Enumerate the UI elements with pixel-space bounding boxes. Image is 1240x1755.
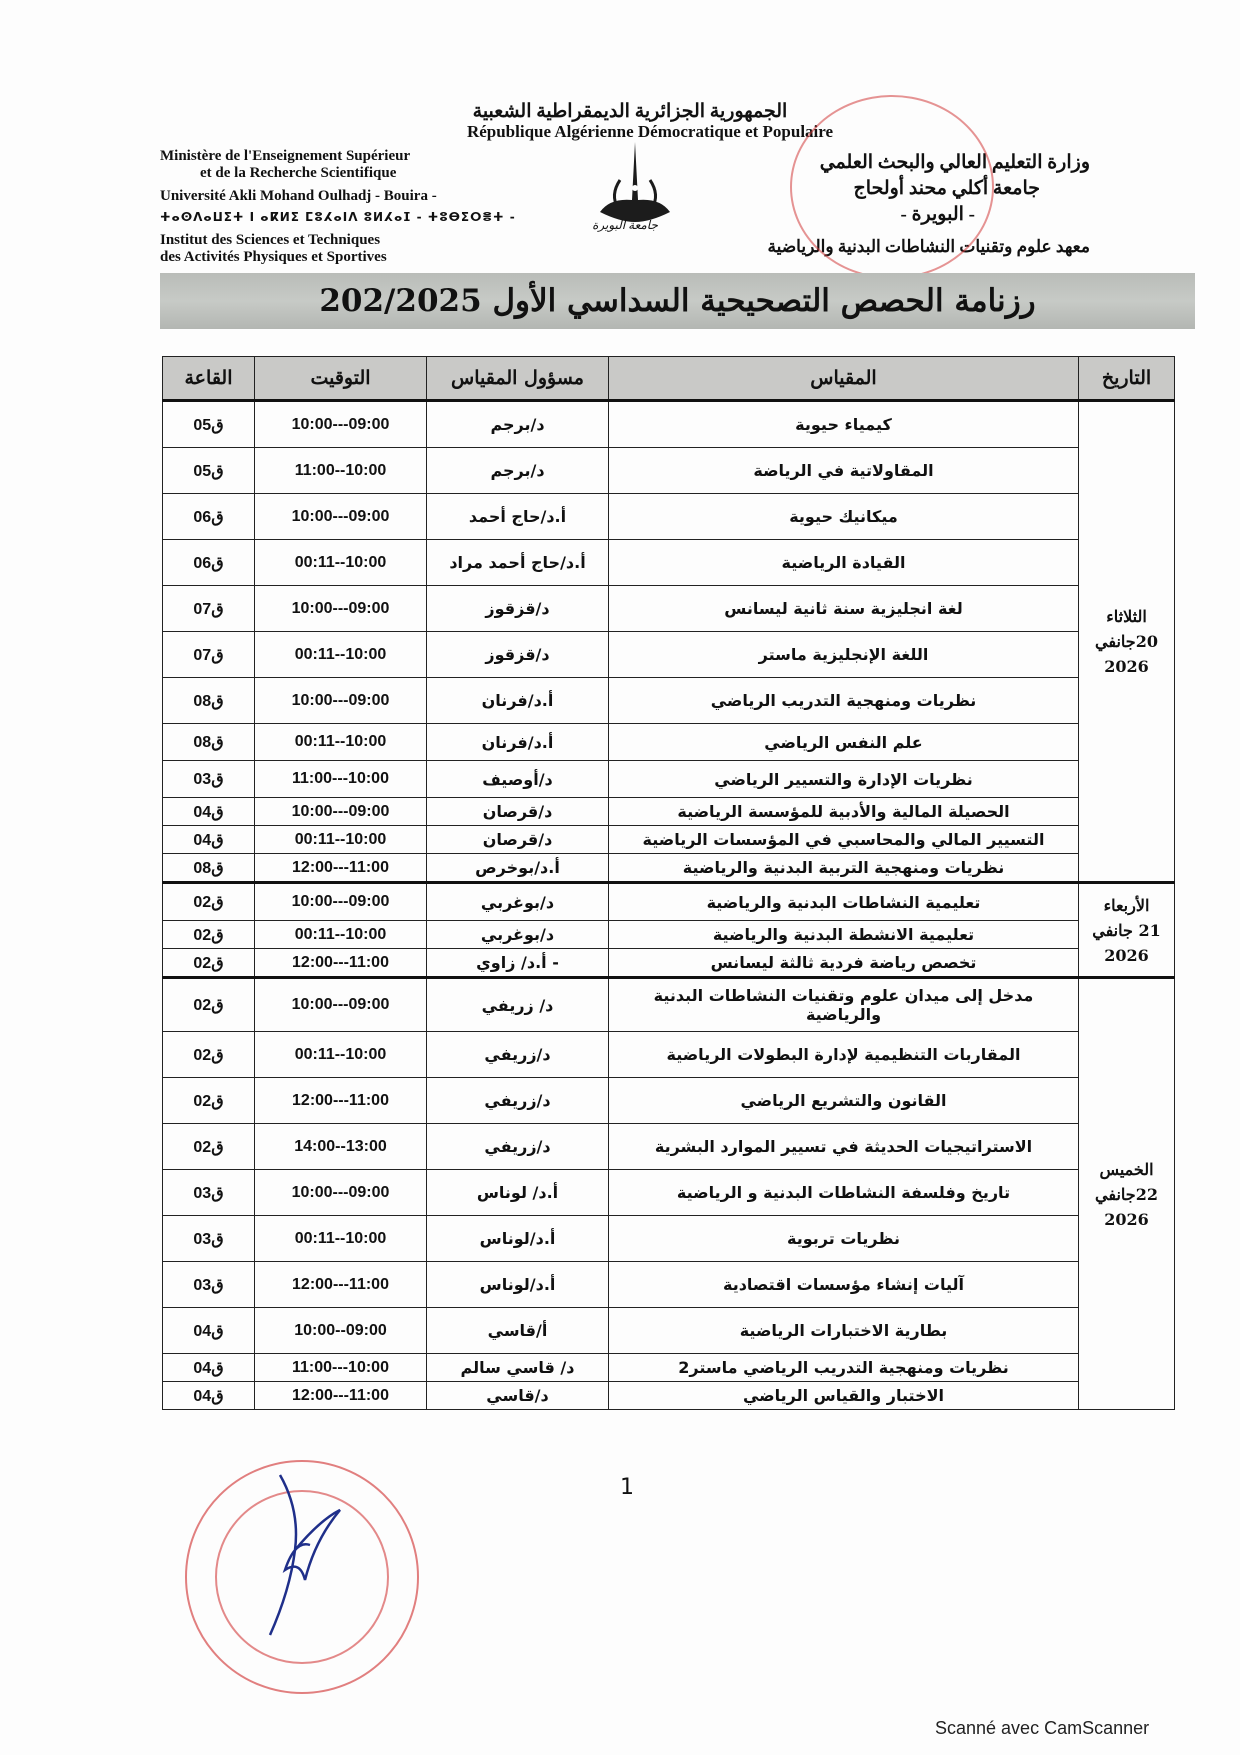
time-cell: 10:00---09:00 [255, 798, 427, 826]
page-title: رزنامة الحصص التصحيحية السداسي الأول 202/2025 [319, 283, 1036, 319]
room-cell: ق07 [163, 632, 255, 678]
room-cell: ق02 [163, 1078, 255, 1124]
university-arabic: جامعة أكلي محند أولحاج [853, 178, 1040, 199]
time-cell: 00:11--10:00 [255, 724, 427, 761]
table-row [163, 883, 1175, 921]
module-cell: تعليمية الانشطة البدنية والرياضية [609, 921, 1079, 949]
schedule-table [162, 356, 1175, 1410]
responsible-cell: أ.د/حاج أحمد مراد [427, 540, 609, 586]
room-cell: ق02 [163, 1032, 255, 1078]
responsible-cell: د/زريفي [427, 1032, 609, 1078]
republic-name-arabic: الجمهورية الجزائرية الديمقراطية الشعبية [472, 101, 788, 122]
logo-caption: جامعة البويرة [592, 218, 658, 232]
module-cell: الحصيلة المالية والأدبية للمؤسسة الرياضية [609, 798, 1079, 826]
room-cell: ق02 [163, 1124, 255, 1170]
time-cell: 10:00---09:00 [255, 678, 427, 724]
table-row [163, 826, 1175, 854]
module-cell: علم النفس الرياضي [609, 724, 1079, 761]
page-number: 1 [620, 1475, 634, 1500]
room-cell: ق03 [163, 1170, 255, 1216]
module-cell: لغة انجليزية سنة ثانية ليسانس [609, 586, 1079, 632]
table-row [163, 1216, 1175, 1262]
date-date: 22جانفي [1095, 1184, 1158, 1204]
responsible-cell: د/قزقوز [427, 586, 609, 632]
column-header-time: التوقيت [255, 357, 427, 401]
table-row [163, 761, 1175, 798]
camscanner-footer: Scanné avec CamScanner [935, 1718, 1150, 1738]
responsible-cell: د/زريفي [427, 1078, 609, 1124]
responsible-cell: د/قاسي [427, 1382, 609, 1410]
university-name: Université Akli Mohand Oulhadj - Bouira - [160, 188, 437, 204]
official-stamp-bottom [185, 1460, 419, 1694]
column-header-module: المقياس [609, 357, 1079, 401]
room-cell: ق03 [163, 1262, 255, 1308]
room-cell: ق03 [163, 761, 255, 798]
republic-name-french: République Algérienne Démocratique et Populaire [466, 122, 834, 141]
table-row [163, 1382, 1175, 1410]
signature-icon [260, 1470, 350, 1640]
time-cell: 11:00--10:00 [255, 448, 427, 494]
table-row [163, 1078, 1175, 1124]
institute-arabic: معهد علوم وتقنيات النشاطات البدنية والرياضية [767, 237, 1090, 256]
table-row [163, 494, 1175, 540]
column-header-date: التاريخ [1079, 357, 1175, 401]
module-cell: المقاربات التنظيمية لإدارة البطولات الرياضية [609, 1032, 1079, 1078]
module-cell: تخصص رياضة فردية ثالثة ليسانس [609, 949, 1079, 978]
date-date: 21 جانفي [1092, 920, 1161, 940]
date-day: الثلاثاء [1106, 607, 1147, 626]
room-cell: ق05 [163, 401, 255, 448]
responsible-cell: أ.د/لوناس [427, 1216, 609, 1262]
institute-line-2: des Activités Physiques et Sportives [160, 249, 387, 265]
module-cell: الاختبار والقياس الرياضي [609, 1382, 1079, 1410]
time-cell: 00:11--10:00 [255, 921, 427, 949]
table-row [163, 724, 1175, 761]
room-cell: ق05 [163, 448, 255, 494]
ministry-arabic: وزارة التعليم العالي والبحث العلمي [819, 152, 1090, 173]
date-cell [1079, 978, 1175, 1410]
responsible-cell: د/بوغربي [427, 921, 609, 949]
room-cell: ق02 [163, 949, 255, 978]
responsible-cell: د/قرصان [427, 826, 609, 854]
responsible-cell: د/بوغربي [427, 883, 609, 921]
date-year: 2026 [1104, 1209, 1149, 1229]
module-cell: نظريات ومنهجية التدريب الرياضي ماستر2 [609, 1354, 1079, 1382]
responsible-cell: أ.د/بوخرص [427, 854, 609, 883]
time-cell: 10:00---09:00 [255, 978, 427, 1032]
date-cell [1079, 883, 1175, 978]
responsible-cell: د/قزقوز [427, 632, 609, 678]
responsible-cell: د/برجم [427, 448, 609, 494]
date-year: 2026 [1104, 945, 1149, 965]
table-row [163, 586, 1175, 632]
time-cell: 12:00---11:00 [255, 854, 427, 883]
time-cell: 00:11--10:00 [255, 632, 427, 678]
room-cell: ق04 [163, 1354, 255, 1382]
module-cell: نظريات ومنهجية التربية البدنية والرياضية [609, 854, 1079, 883]
time-cell: 12:00---11:00 [255, 949, 427, 978]
responsible-cell: أ.د/لوناس [427, 1262, 609, 1308]
room-cell: ق06 [163, 494, 255, 540]
time-cell: 10:00---09:00 [255, 401, 427, 448]
table-row [163, 854, 1175, 883]
time-cell: 11:00---10:00 [255, 761, 427, 798]
university-name-tifinagh: ⵜⴰⵙⴷⴰⵡⵉⵜ ⵏ ⴰⴽⵍⵉ ⵎⵓⵃⴰⵏⴷ ⵓⵍⵃⴰⵊ - ⵜⵓⴱⵉⵔⴻⵜ - [160, 210, 516, 224]
room-cell: ق02 [163, 883, 255, 921]
table-row [163, 540, 1175, 586]
table-row [163, 978, 1175, 1032]
date-date: 20جانفي [1095, 632, 1158, 651]
room-cell: ق03 [163, 1216, 255, 1262]
table-row [163, 1124, 1175, 1170]
module-cell: كيمياء حيوية [609, 401, 1079, 448]
table-row [163, 1354, 1175, 1382]
time-cell: 00:11--10:00 [255, 1216, 427, 1262]
responsible-cell: د/زريفي [427, 1124, 609, 1170]
time-cell: 10:00---09:00 [255, 883, 427, 921]
date-cell [1079, 401, 1175, 883]
time-cell: 11:00---10:00 [255, 1354, 427, 1382]
room-cell: ق02 [163, 921, 255, 949]
ministry-line-2: et de la Recherche Scientifique [200, 165, 397, 181]
table-row [163, 921, 1175, 949]
institution-header-arabic [700, 150, 1090, 260]
table-row [163, 798, 1175, 826]
module-cell: نظريات الإدارة والتسيير الرياضي [609, 761, 1079, 798]
room-cell: ق04 [163, 1308, 255, 1354]
module-cell: نظريات تربوية [609, 1216, 1079, 1262]
time-cell: 12:00---11:00 [255, 1078, 427, 1124]
room-cell: ق07 [163, 586, 255, 632]
date-day: الأربعاء [1103, 895, 1150, 915]
time-cell: 12:00---11:00 [255, 1262, 427, 1308]
room-cell: ق02 [163, 978, 255, 1032]
responsible-cell: د/أوصيف [427, 761, 609, 798]
table-header-row [163, 357, 1175, 401]
table-row [163, 678, 1175, 724]
time-cell: 00:11--10:00 [255, 540, 427, 586]
column-header-responsible: مسؤول المقياس [427, 357, 609, 401]
time-cell: 10:00---09:00 [255, 494, 427, 540]
column-header-room: القاعة [163, 357, 255, 401]
module-cell: مدخل إلى ميدان علوم وتقنيات النشاطات البدنية والرياضية [609, 978, 1079, 1032]
room-cell: ق08 [163, 678, 255, 724]
responsible-cell: د/ قاسي سالم [427, 1354, 609, 1382]
university-logo-icon [590, 140, 680, 230]
module-cell: الاستراتيجيات الحديثة في تسيير الموارد البشرية [609, 1124, 1079, 1170]
schedule-body [163, 401, 1175, 1410]
time-cell: 10:00---09:00 [255, 586, 427, 632]
module-cell: التسيير المالي والمحاسبي في المؤسسات الرياضية [609, 826, 1079, 854]
room-cell: ق06 [163, 540, 255, 586]
date-year: 2026 [1104, 657, 1149, 676]
title-band [160, 273, 1195, 329]
institute-line-1: Institut des Sciences et Techniques [160, 232, 381, 248]
date-day: الخميس [1099, 1159, 1154, 1179]
table-row [163, 448, 1175, 494]
responsible-cell: - أ.د/ زاوي [427, 949, 609, 978]
module-cell: اللغة الإنجليزية ماستر [609, 632, 1079, 678]
table-row [163, 1032, 1175, 1078]
module-cell: القانون والتشريع الرياضي [609, 1078, 1079, 1124]
table-row [163, 401, 1175, 448]
responsible-cell: أ.د/فرنان [427, 724, 609, 761]
module-cell: نظريات ومنهجية التدريب الرياضي [609, 678, 1079, 724]
room-cell: ق04 [163, 826, 255, 854]
room-cell: ق04 [163, 1382, 255, 1410]
responsible-cell: أ.د/فرنان [427, 678, 609, 724]
time-cell: 00:11--10:00 [255, 826, 427, 854]
time-cell: 10:00--09:00 [255, 1308, 427, 1354]
table-row [163, 1262, 1175, 1308]
time-cell: 14:00--13:00 [255, 1124, 427, 1170]
room-cell: ق08 [163, 724, 255, 761]
responsible-cell: د/قرصان [427, 798, 609, 826]
table-row [163, 1308, 1175, 1354]
table-row [163, 632, 1175, 678]
time-cell: 00:11--10:00 [255, 1032, 427, 1078]
responsible-cell: أ.د/حاج أحمد [427, 494, 609, 540]
city-arabic: - البويرة - [900, 204, 975, 225]
module-cell: تعليمية النشاطات البدنية والرياضية [609, 883, 1079, 921]
module-cell: ميكانيك حيوية [609, 494, 1079, 540]
time-cell: 12:00---11:00 [255, 1382, 427, 1410]
time-cell: 10:00---09:00 [255, 1170, 427, 1216]
responsible-cell: أ/قاسي [427, 1308, 609, 1354]
module-cell: تاريخ وفلسفة النشاطات البدنية و الرياضية [609, 1170, 1079, 1216]
table-row [163, 1170, 1175, 1216]
responsible-cell: د/برجم [427, 401, 609, 448]
room-cell: ق04 [163, 798, 255, 826]
module-cell: بطارية الاختبارات الرياضية [609, 1308, 1079, 1354]
responsible-cell: أ.د/ لوناس [427, 1170, 609, 1216]
module-cell: آليات إنشاء مؤسسات اقتصادية [609, 1262, 1079, 1308]
module-cell: المقاولاتية في الرياضة [609, 448, 1079, 494]
ministry-line-1: Ministère de l'Enseignement Supérieur [160, 148, 411, 164]
institution-header-french [160, 148, 530, 266]
room-cell: ق08 [163, 854, 255, 883]
responsible-cell: د/ زريفي [427, 978, 609, 1032]
module-cell: القيادة الرياضية [609, 540, 1079, 586]
table-row [163, 949, 1175, 978]
